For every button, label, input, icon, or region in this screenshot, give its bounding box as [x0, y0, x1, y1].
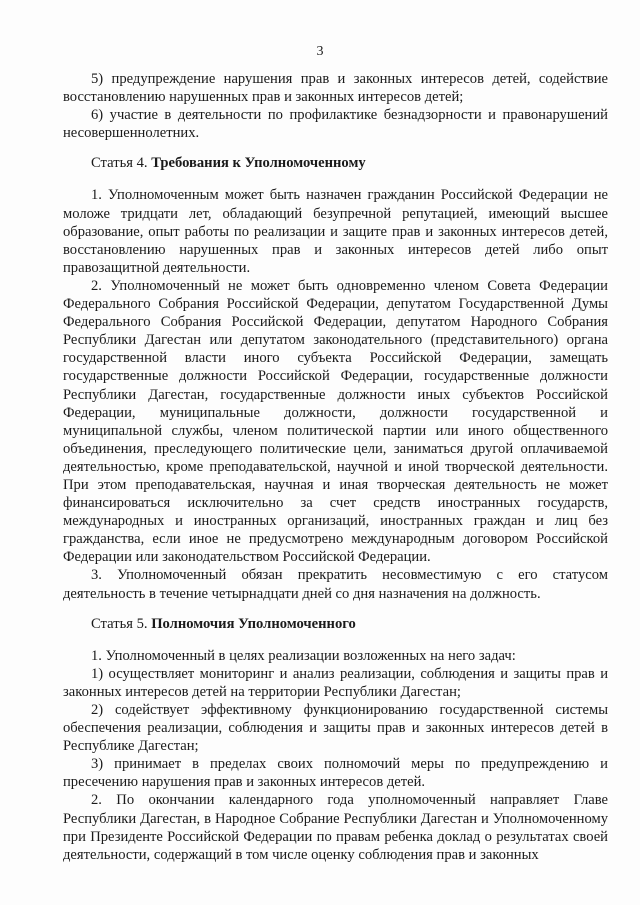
list-item: 2) содействует эффективному функционированию государственной системы обеспечения реализации, соблюдения и защиты прав и законных интересов детей в Республике Дагестан;: [63, 702, 608, 755]
paragraph: 5) предупреждение нарушения прав и законных интересов детей, содействие восстановлению нарушенных прав и законных интересов детей;: [63, 71, 608, 106]
article-4-heading: [63, 154, 608, 172]
paragraph: 2. По окончании календарного года уполномоченный направляет Главе Республики Дагестан, в Народное Собрание Республики Дагестан и Уполномоченному при Президенте Российской Федерации по правам ребенка доклад о результатах своей деятельности, содержащий в том числе оценку соблюдения прав и законных: [63, 792, 608, 863]
paragraph: 2. Уполномоченный не может быть одновременно членом Совета Федерации Федерального Собрания Российской Федерации, депутатом Государственной Думы Федерального Собрания Российской Федерации, депутатом Народного Собрания Республики Дагестан или депутатом законодательного (представительного) органа государственной власти иного субъекта Российской Федерации, замещать государственные должности Российской Федерации, государственные должности Республики Дагестан, государственные должности иных субъектов Российской Федерации, муниципальные должности, должности государственной и муниципальной службы, членом политической партии или иного общественного объединения, преследующего политические цели, заниматься другой оплачиваемой деятельностью, кроме преподавательской, научной и иной творческой деятельности. При этом преподавательская, научная и иная творческая деятельность не может финансироваться исключительно за счет средств иностранных государств, международных и иностранных организаций, иностранных граждан и лиц без гражданства, если иное не предусмотрено международным договором Российской Федерации или законодательством Российской Федерации.: [63, 277, 608, 566]
list-item: 3) принимает в пределах своих полномочий меры по предупреждению и пресечению нарушения прав и законных интересов детей.: [63, 756, 608, 791]
paragraph: 3. Уполномоченный обязан прекратить несовместимую с его статусом деятельность в течение четырнадцати дней со дня назначения на должность.: [63, 567, 608, 602]
article-5-prefix: Статья 5.: [91, 615, 152, 632]
page-number: 3: [316, 44, 324, 59]
paragraph: 6) участие в деятельности по профилактике безнадзорности и правонарушений несовершеннолетних.: [63, 107, 608, 142]
article-5-heading: [63, 615, 608, 633]
article-5-title: Полномочия Уполномоченного: [151, 615, 356, 632]
paragraph: 1. Уполномоченным может быть назначен гражданин Российской Федерации не моложе тридцати лет, обладающий безупречной репутацией, имеющий высшее образование, опыт работы по реализации и защите прав и законных интересов детей, восстановлению нарушенных прав и законных интересов детей либо опыт правозащитной деятельности.: [63, 187, 608, 276]
article-4-title: Требования к Уполномоченному: [151, 155, 366, 172]
paragraph: 1. Уполномоченный в целях реализации возложенных на него задач:: [91, 647, 516, 664]
document-body: [63, 70, 608, 864]
article-4-prefix: Статья 4.: [91, 155, 152, 172]
list-item: 1) осуществляет мониторинг и анализ реализации, соблюдения и защиты прав и законных интересов детей на территории Республики Дагестан;: [63, 665, 608, 700]
